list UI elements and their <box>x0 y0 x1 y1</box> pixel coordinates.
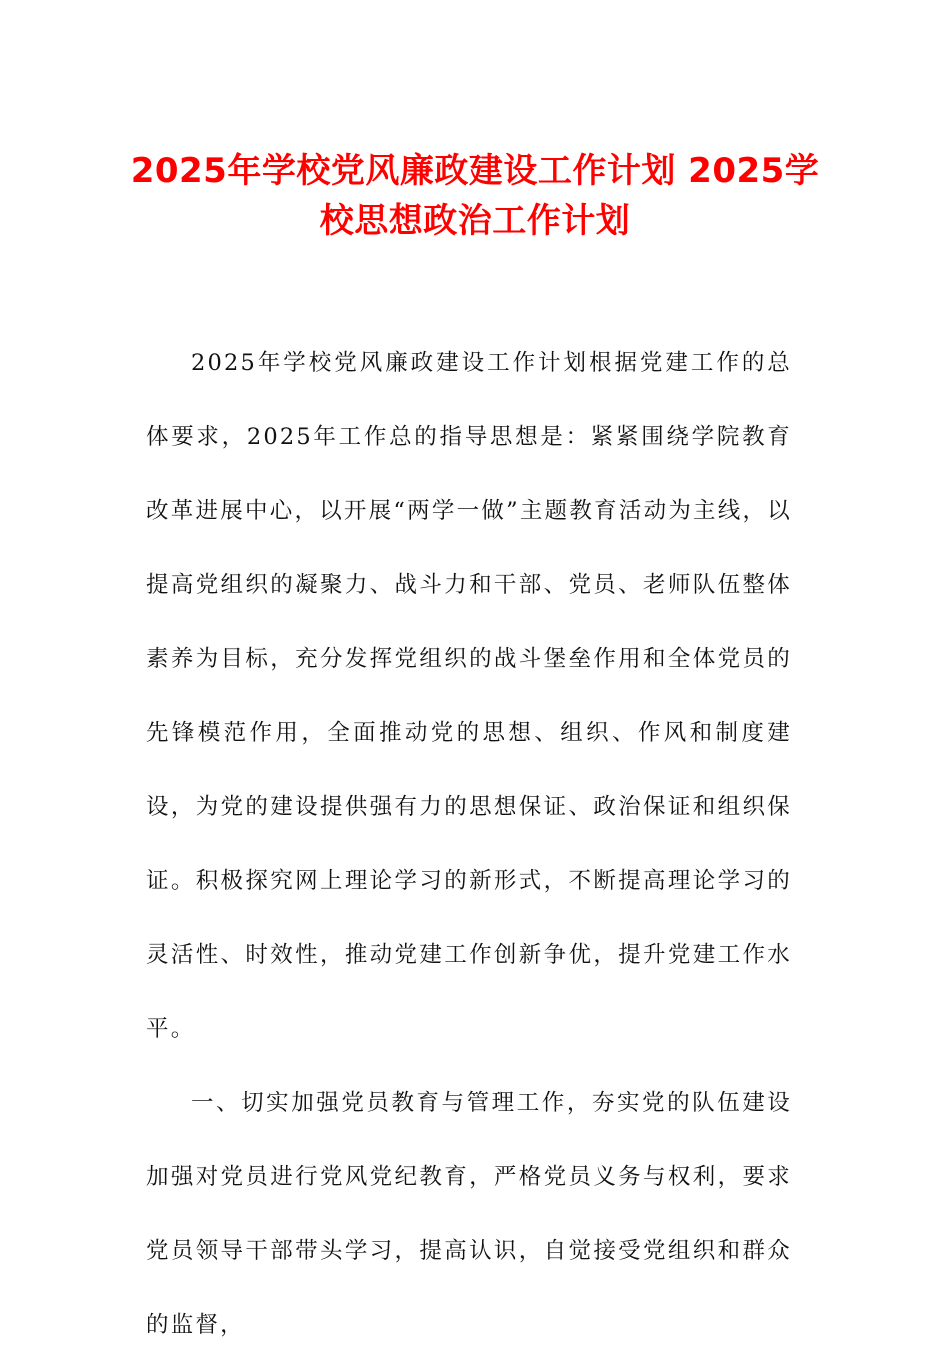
body-paragraph-2: 一、切实加强党员教育与管理工作，夯实党的队伍建设加强对党员进行党风党纪教育，严格党员义务与权利，要求党员领导干部带头学习，提高认识，自觉接受党组织和群众的监督， <box>146 1090 792 1338</box>
body-paragraph-1: 2025年学校党风廉政建设工作计划根据党建工作的总体要求，2025年工作总的指导思想是：紧紧围绕学院教育改革进展中心，以开展“两学一做”主题教育活动为主线，以提高党组织的凝聚力、战斗力和干部、党员、老师队伍整体素养为目标，充分发挥党组织的战斗堡垒作用和全体党员的先锋模范作用，全面推动党的思想、组织、作风和制度建设，为党的建设提供强有力的思想保证、政治保证和组织保证。积极探究网上理论学习的新形式，不断提高理论学习的灵活性、时效性，推动党建工作创新争优，提升党建工作水平。 <box>146 350 792 1042</box>
document-title: 2025年学校党风廉政建设工作计划 2025学校思想政治工作计划 <box>130 151 820 241</box>
document-body <box>146 326 792 1362</box>
